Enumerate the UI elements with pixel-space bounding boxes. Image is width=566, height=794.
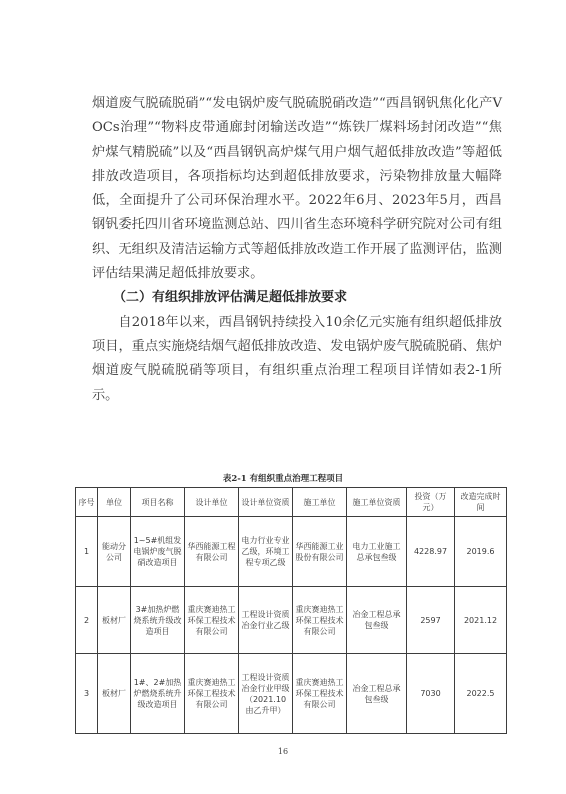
table-cell: 板材厂	[98, 587, 131, 654]
table-cell: 3#加热炉燃烧系统升级改造项目	[131, 587, 185, 654]
section-heading: （二）有组织排放评估满足超低排放要求	[113, 290, 348, 306]
table-cell: 重庆赛迪热工环保工程技术有限公司	[293, 587, 347, 654]
table-cell: 4228.97	[407, 517, 455, 587]
table-cell: 2597	[407, 587, 455, 654]
table-cell: 2019.6	[455, 517, 507, 587]
body-text	[92, 92, 502, 408]
table-row	[76, 587, 507, 654]
table-row	[76, 517, 507, 587]
table-header-row	[76, 488, 507, 517]
table-cell: 2021.12	[455, 587, 507, 654]
table-cell: 3	[76, 654, 98, 734]
header-cell: 序号	[76, 488, 98, 517]
table-cell: 重庆赛迪热工环保工程技术有限公司	[185, 587, 239, 654]
table-cell: 电力工业施工总承包叁级	[347, 517, 407, 587]
table-cell: 板材厂	[98, 654, 131, 734]
header-cell: 施工单位	[293, 488, 347, 517]
header-cell: 改造完成时间	[455, 488, 507, 517]
page-number: 16	[277, 747, 289, 756]
table-row	[76, 654, 507, 734]
table-cell: 工程设计资质冶金行业乙级	[239, 587, 293, 654]
table-cell: 冶金工程总承包叁级	[347, 587, 407, 654]
header-cell: 设计单位资质	[239, 488, 293, 517]
table-cell: 华西能源工业股份有限公司	[293, 517, 347, 587]
paragraph-1: 烟道废气脱硫脱硝”“发电锅炉废气脱硫脱硝改造”“西昌钢钒焦化化产VOCs治理”“物料皮带通廊封闭输送改造”“炼铁厂煤料场封闭改造”“焦炉煤气精脱硫”以及“西昌钢钒高炉煤气用户烟气超低排放改造”等超低排放改造项目，各项指标均达到超低排放要求，污染物排放量大幅降低，全面提升了公司环保治理水平。2022年6月、2023年5月，西昌钢钒委托四川省环境监测总站、四川省生态环境科学研究院对公司有组织、无组织及清洁运输方式等超低排放改造工作开展了监测评估，监测评估结果满足超低排放要求。	[92, 96, 502, 282]
table-cell: 工程设计资质冶金行业甲级（2021.10由乙升甲）	[239, 654, 293, 734]
table-cell: 重庆赛迪热工环保工程技术有限公司	[293, 654, 347, 734]
table-caption: 表2-1 有组织重点治理工程项目	[222, 474, 344, 484]
header-cell: 施工单位资质	[347, 488, 407, 517]
table-cell: 1	[76, 517, 98, 587]
header-cell: 投资（万元）	[407, 488, 455, 517]
header-cell: 项目名称	[131, 488, 185, 517]
table-cell: 重庆赛迪热工环保工程技术有限公司	[185, 654, 239, 734]
table-cell: 1~5#机组发电锅炉废气脱硝改造项目	[131, 517, 185, 587]
header-cell: 单位	[98, 488, 131, 517]
table-cell: 电力行业专业乙级，环境工程专项乙级	[239, 517, 293, 587]
table-cell: 能动分公司	[98, 517, 131, 587]
table-cell: 冶金工程总承包叁级	[347, 654, 407, 734]
project-table	[75, 487, 507, 734]
table-cell: 7030	[407, 654, 455, 734]
header-cell: 设计单位	[185, 488, 239, 517]
paragraph-2: 自2018年以来，西昌钢钒持续投入10余亿元实施有组织超低排放项目，重点实施烧结烟气超低排放改造、发电锅炉废气脱硫脱硝、焦炉烟道废气脱硫脱硝等项目，有组织重点治理工程项目详情如表2-1所示。	[92, 314, 502, 403]
table-cell: 1#、2#加热炉燃烧系统升级改造项目	[131, 654, 185, 734]
table-cell: 2022.5	[455, 654, 507, 734]
table-cell: 华西能源工程有限公司	[185, 517, 239, 587]
table-cell: 2	[76, 587, 98, 654]
